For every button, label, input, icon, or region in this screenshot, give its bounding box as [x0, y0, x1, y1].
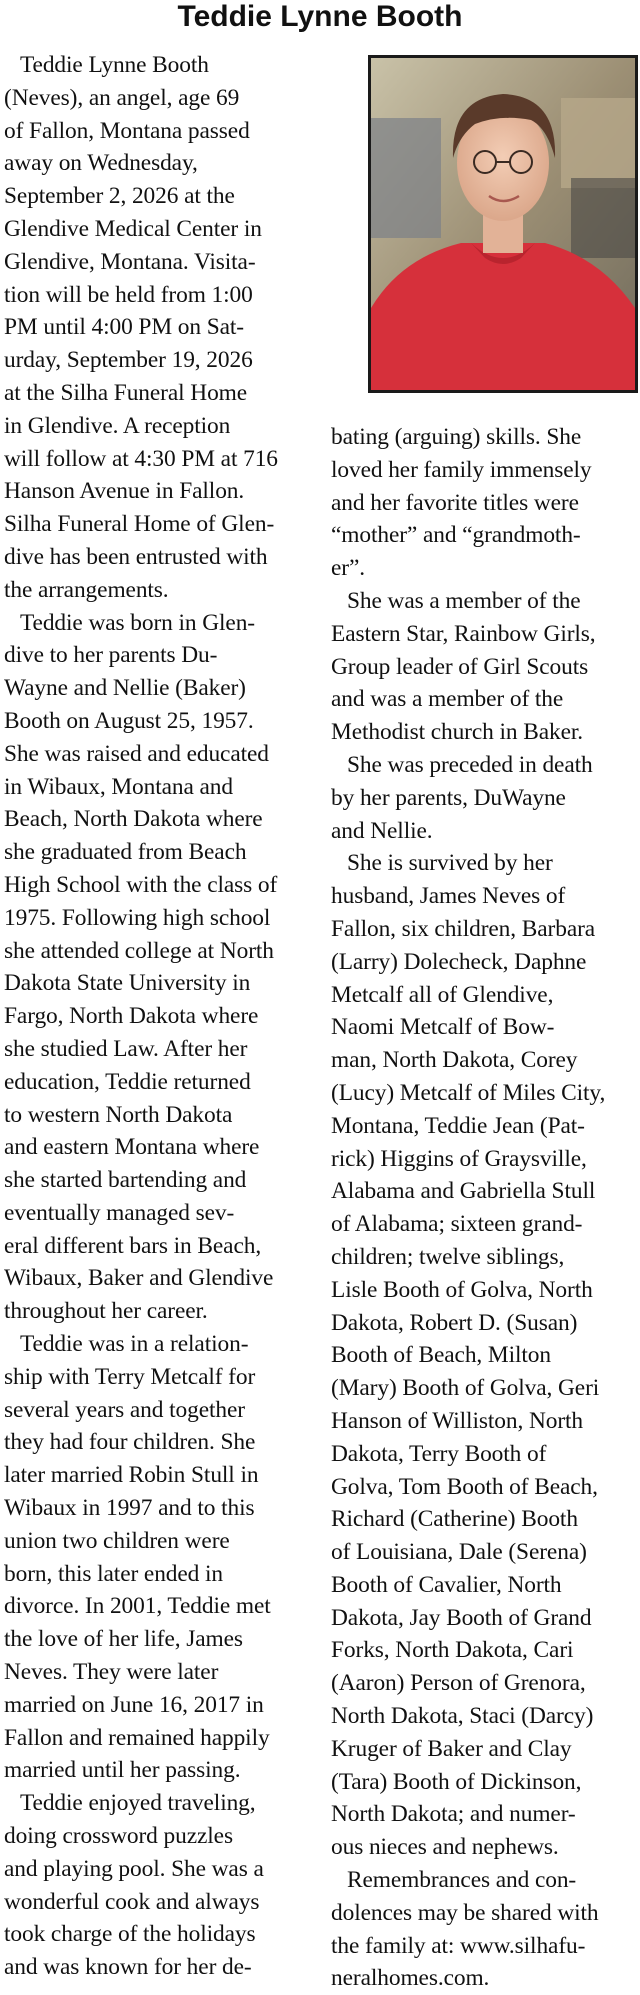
paragraph-survivors: She is survived by her husband, James Neves of Fallon, six children, Barbara (Larry) Dolecheck, Daphne Metcalf all of Glendive, Naomi Metcalf of Bow- man, North Dakota, Corey (Lucy) Metcalf of Miles City, Montana, Teddie Jean (Pat- rick) Higgins of Graysville, Alabama and Gabriella Stull of Alabama; sixteen grand- children; twelve siblings, Lisle Booth of Golva, North Dakota, Robert D. (Susan) Booth of Beach, Milton (Mary) Booth of Golva, Geri Hanson of Williston, North Dakota, Terry Booth of Golva, Tom Booth of Beach, Richard (Catherine) Booth of Louisiana, Dale (Serena) Booth of Cavalier, North Dakota, Jay Booth of Grand Forks, North Dakota, Cari (Aaron) Person of Grenora, North Dakota, Staci (Darcy) Kruger of Baker and Clay (Tara) Booth of Dickinson, North Dakota; and numer- ous nieces and nephews.	[331, 850, 606, 1861]
right-text-column	[331, 421, 637, 1995]
portrait-image	[371, 58, 635, 390]
portrait-photo	[368, 55, 638, 393]
paragraph-announcement: Teddie Lynne Booth (Neves), an angel, age 69 of Fallon, Montana passed away on Wednesday, September 2, 2026 at the Glendive Medical Center in Glendive, Montana. Visita- tion will be held from 1:00 PM until 4:00 PM on Sat- urday, September 19, 2026 at the Silha Funeral Home in Glendive. A reception will follow at 4:30 PM at 716 Hanson Avenue in Fallon. Silha Funeral Home of Glen- dive has been entrusted with the arrangements.	[4, 52, 278, 603]
paragraph-family-life: Teddie was in a relation- ship with Terry Metcalf for several years and together they had four children. She later married Robin Stull in Wibaux in 1997 and to this union two children were born, this later ended in divorce. In 2001, Teddie met the love of her life, James Neves. They were later married on June 16, 2017 in Fallon and remained happily married until her passing.	[4, 1331, 271, 1784]
left-text-column	[4, 49, 310, 1984]
paragraph-remembrances: Remembrances and con- dolences may be shared with the family at: www.silhafu- neralhomes.com.	[331, 1867, 599, 1992]
obituary-title: Teddie Lynne Booth	[177, 0, 463, 33]
paragraph-hobbies: Teddie enjoyed traveling, doing crossword puzzles and playing pool. She was a wonderful cook and always took charge of the holidays and was known for her de-	[4, 1790, 264, 1981]
paragraph-hobbies-continued: bating (arguing) skills. She loved her family immensely and her favorite titles were “mother” and “grandmoth- er”.	[331, 424, 592, 582]
paragraph-memberships: She was a member of the Eastern Star, Rainbow Girls, Group leader of Girl Scouts and was a member of the Methodist church in Baker.	[331, 587, 596, 746]
paragraph-early-life: Teddie was born in Glen- dive to her parents Du- Wayne and Nellie (Baker) Booth on August 25, 1957. She was raised and educated in Wibaux, Montana and Beach, North Dakota where she graduated from Beach High School with the class of 1975. Following high school she attended college at North Dakota State University in Fargo, North Dakota where she studied Law. After her education, Teddie returned to western North Dakota and eastern Montana where she started bartending and eventually managed sev- eral different bars in Beach, Wibaux, Baker and Glendive throughout her career.	[4, 609, 278, 1325]
paragraph-preceded: She was preceded in death by her parents, DuWayne and Nellie.	[331, 751, 593, 844]
